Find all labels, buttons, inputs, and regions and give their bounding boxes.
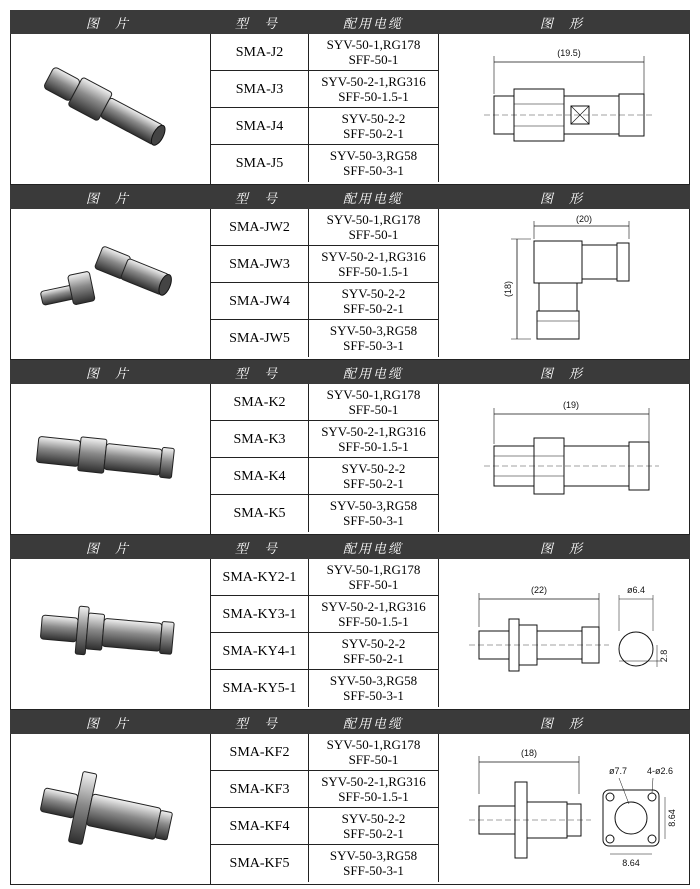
cable-cell bbox=[309, 808, 439, 844]
cable-line-2: SFF-50-3-1 bbox=[343, 513, 404, 528]
cable-line-1: SYV-50-2-2 bbox=[341, 461, 406, 476]
table-row bbox=[211, 145, 439, 182]
dimension-label: 4-ø2.6 bbox=[647, 766, 674, 776]
dimension-label: (18) bbox=[520, 748, 538, 758]
header-drawing: 图 形 bbox=[539, 542, 589, 557]
right-angle-plug-drawing-icon bbox=[439, 209, 691, 359]
cable-line-2: SFF-50-1 bbox=[348, 402, 399, 417]
flange-jack-photo-icon bbox=[31, 764, 191, 864]
table-row bbox=[211, 596, 439, 633]
straight-jack-photo-icon bbox=[31, 414, 191, 504]
cable-line-2: SFF-50-1.5-1 bbox=[338, 439, 409, 454]
table-row bbox=[211, 71, 439, 108]
cable-line-2: SFF-50-3-1 bbox=[343, 338, 404, 353]
cable-cell bbox=[309, 320, 439, 357]
table-row bbox=[211, 384, 439, 421]
cable-line-2: SFF-50-2-1 bbox=[343, 301, 404, 316]
product-photo-straight-jack bbox=[11, 384, 211, 534]
dimension-label: 2.8 bbox=[659, 649, 669, 663]
table-row bbox=[211, 209, 439, 246]
cable-line-1: SYV-50-3,RG58 bbox=[329, 323, 418, 338]
cable-line-2: SFF-50-2-1 bbox=[343, 476, 404, 491]
dimension-label: (18) bbox=[503, 280, 513, 298]
technical-drawing bbox=[439, 559, 691, 709]
cable-line-2: SFF-50-2-1 bbox=[343, 126, 404, 141]
table-row bbox=[211, 108, 439, 145]
model-cell: SMA-KY2-1 bbox=[211, 559, 309, 595]
table-row bbox=[211, 808, 439, 845]
cable-line-1: SYV-50-3,RG58 bbox=[329, 148, 418, 163]
model-cell: SMA-KF5 bbox=[211, 845, 309, 882]
cable-line-1: SYV-50-2-2 bbox=[341, 636, 406, 651]
table-row bbox=[211, 734, 439, 771]
dimension-label: 8.64 bbox=[622, 858, 640, 868]
cable-line-2: SFF-50-1.5-1 bbox=[338, 789, 409, 804]
model-cell: SMA-J4 bbox=[211, 108, 309, 144]
spec-rows bbox=[211, 559, 439, 707]
cable-line-1: SYV-50-2-2 bbox=[341, 286, 406, 301]
spec-rows bbox=[211, 34, 439, 182]
header-row bbox=[10, 185, 690, 209]
straight-plug-photo-icon bbox=[31, 64, 191, 154]
header-cable: 配用电缆 bbox=[342, 192, 403, 207]
header-cable: 配用电缆 bbox=[342, 17, 403, 32]
cable-cell bbox=[309, 495, 439, 532]
cable-line-1: SYV-50-3,RG58 bbox=[329, 673, 418, 688]
model-cell: SMA-K3 bbox=[211, 421, 309, 457]
cable-cell bbox=[309, 421, 439, 457]
cable-line-1: SYV-50-2-1,RG316 bbox=[321, 249, 426, 264]
model-cell: SMA-KF4 bbox=[211, 808, 309, 844]
model-cell: SMA-J2 bbox=[211, 34, 309, 70]
cable-cell bbox=[309, 458, 439, 494]
header-model: 型 号 bbox=[234, 717, 284, 732]
table-row bbox=[211, 633, 439, 670]
model-cell: SMA-KY3-1 bbox=[211, 596, 309, 632]
header-cable: 配用电缆 bbox=[342, 717, 403, 732]
dimension-label: ø6.4 bbox=[626, 585, 646, 595]
cable-line-2: SFF-50-1 bbox=[348, 52, 399, 67]
header-picture: 图 片 bbox=[85, 717, 135, 732]
cable-line-2: SFF-50-2-1 bbox=[343, 826, 404, 841]
cable-cell bbox=[309, 145, 439, 182]
header-model: 型 号 bbox=[234, 17, 284, 32]
cable-cell bbox=[309, 845, 439, 882]
product-photo-right-angle-plug bbox=[11, 209, 211, 359]
header-picture: 图 片 bbox=[85, 542, 135, 557]
model-cell: SMA-JW3 bbox=[211, 246, 309, 282]
section-sma-k bbox=[10, 360, 690, 535]
cable-cell bbox=[309, 559, 439, 595]
cable-cell bbox=[309, 209, 439, 245]
spec-rows bbox=[211, 209, 439, 357]
cable-line-2: SFF-50-1.5-1 bbox=[338, 614, 409, 629]
header-picture: 图 片 bbox=[85, 17, 135, 32]
header-drawing: 图 形 bbox=[539, 17, 589, 32]
cable-line-1: SYV-50-1,RG178 bbox=[326, 387, 421, 402]
table-row bbox=[211, 246, 439, 283]
dimension-label: (19.5) bbox=[557, 48, 581, 58]
table-row bbox=[211, 845, 439, 882]
cable-line-1: SYV-50-2-1,RG316 bbox=[321, 74, 426, 89]
straight-plug-drawing-icon bbox=[439, 34, 691, 184]
product-photo-bulkhead-jack bbox=[11, 559, 211, 709]
header-row bbox=[10, 710, 690, 734]
technical-drawing bbox=[439, 734, 691, 884]
model-cell: SMA-KY5-1 bbox=[211, 670, 309, 707]
table-row bbox=[211, 320, 439, 357]
table-row bbox=[211, 771, 439, 808]
header-row bbox=[10, 535, 690, 559]
technical-drawing bbox=[439, 209, 691, 359]
header-picture: 图 片 bbox=[85, 367, 135, 382]
bulkhead-jack-drawing-icon bbox=[439, 559, 691, 709]
header-picture: 图 片 bbox=[85, 192, 135, 207]
section-sma-jw bbox=[10, 185, 690, 360]
model-cell: SMA-KY4-1 bbox=[211, 633, 309, 669]
cable-line-1: SYV-50-1,RG178 bbox=[326, 737, 421, 752]
cable-line-2: SFF-50-1.5-1 bbox=[338, 89, 409, 104]
table-row bbox=[211, 670, 439, 707]
cable-line-2: SFF-50-3-1 bbox=[343, 688, 404, 703]
dimension-label: ø7.7 bbox=[609, 766, 628, 776]
model-cell: SMA-KF3 bbox=[211, 771, 309, 807]
cable-cell bbox=[309, 771, 439, 807]
spec-rows bbox=[211, 384, 439, 532]
table-row bbox=[211, 495, 439, 532]
cable-cell bbox=[309, 596, 439, 632]
cable-cell bbox=[309, 246, 439, 282]
cable-line-1: SYV-50-3,RG58 bbox=[329, 498, 418, 513]
dimension-label: 8.64 bbox=[667, 809, 677, 827]
cable-cell bbox=[309, 283, 439, 319]
cable-line-1: SYV-50-1,RG178 bbox=[326, 562, 421, 577]
header-drawing: 图 形 bbox=[539, 192, 589, 207]
header-cable: 配用电缆 bbox=[342, 542, 403, 557]
cable-cell bbox=[309, 670, 439, 707]
bulkhead-jack-photo-icon bbox=[31, 589, 191, 679]
cable-line-2: SFF-50-1 bbox=[348, 577, 399, 592]
cable-cell bbox=[309, 108, 439, 144]
cable-line-1: SYV-50-1,RG178 bbox=[326, 37, 421, 52]
table-row bbox=[211, 559, 439, 596]
cable-cell bbox=[309, 71, 439, 107]
table-row bbox=[211, 34, 439, 71]
table-row bbox=[211, 458, 439, 495]
product-photo-flange-jack bbox=[11, 734, 211, 884]
technical-drawing bbox=[439, 34, 691, 184]
header-cable: 配用电缆 bbox=[342, 367, 403, 382]
model-cell: SMA-J3 bbox=[211, 71, 309, 107]
cable-cell bbox=[309, 384, 439, 420]
header-model: 型 号 bbox=[234, 542, 284, 557]
model-cell: SMA-JW4 bbox=[211, 283, 309, 319]
technical-drawing bbox=[439, 384, 691, 534]
cable-line-1: SYV-50-2-1,RG316 bbox=[321, 774, 426, 789]
flange-jack-drawing-icon bbox=[439, 734, 691, 884]
model-cell: SMA-K5 bbox=[211, 495, 309, 532]
cable-line-2: SFF-50-1 bbox=[348, 752, 399, 767]
table-row bbox=[211, 283, 439, 320]
section-sma-kf bbox=[10, 710, 690, 885]
header-drawing: 图 形 bbox=[539, 367, 589, 382]
section-sma-ky bbox=[10, 535, 690, 710]
header-row bbox=[10, 10, 690, 34]
model-cell: SMA-K4 bbox=[211, 458, 309, 494]
table-row bbox=[211, 421, 439, 458]
cable-cell bbox=[309, 34, 439, 70]
connector-catalog-table bbox=[10, 10, 690, 885]
model-cell: SMA-JW5 bbox=[211, 320, 309, 357]
header-row bbox=[10, 360, 690, 384]
spec-rows bbox=[211, 734, 439, 882]
model-cell: SMA-K2 bbox=[211, 384, 309, 420]
cable-line-1: SYV-50-1,RG178 bbox=[326, 212, 421, 227]
header-model: 型 号 bbox=[234, 192, 284, 207]
header-model: 型 号 bbox=[234, 367, 284, 382]
cable-line-2: SFF-50-1.5-1 bbox=[338, 264, 409, 279]
cable-line-1: SYV-50-2-1,RG316 bbox=[321, 424, 426, 439]
cable-line-1: SYV-50-2-2 bbox=[341, 811, 406, 826]
straight-jack-drawing-icon bbox=[439, 384, 691, 534]
model-cell: SMA-J5 bbox=[211, 145, 309, 182]
dimension-label: (19) bbox=[562, 400, 580, 410]
cable-line-2: SFF-50-3-1 bbox=[343, 863, 404, 878]
cable-line-2: SFF-50-3-1 bbox=[343, 163, 404, 178]
cable-line-1: SYV-50-2-1,RG316 bbox=[321, 599, 426, 614]
cable-line-2: SFF-50-2-1 bbox=[343, 651, 404, 666]
product-photo-straight-plug bbox=[11, 34, 211, 184]
dimension-label: (20) bbox=[575, 214, 593, 224]
cable-line-1: SYV-50-2-2 bbox=[341, 111, 406, 126]
cable-cell bbox=[309, 734, 439, 770]
model-cell: SMA-KF2 bbox=[211, 734, 309, 770]
section-sma-j bbox=[10, 10, 690, 185]
right-angle-plug-photo-icon bbox=[31, 239, 191, 339]
cable-line-1: SYV-50-3,RG58 bbox=[329, 848, 418, 863]
cable-line-2: SFF-50-1 bbox=[348, 227, 399, 242]
header-drawing: 图 形 bbox=[539, 717, 589, 732]
cable-cell bbox=[309, 633, 439, 669]
dimension-label: (22) bbox=[530, 585, 548, 595]
model-cell: SMA-JW2 bbox=[211, 209, 309, 245]
